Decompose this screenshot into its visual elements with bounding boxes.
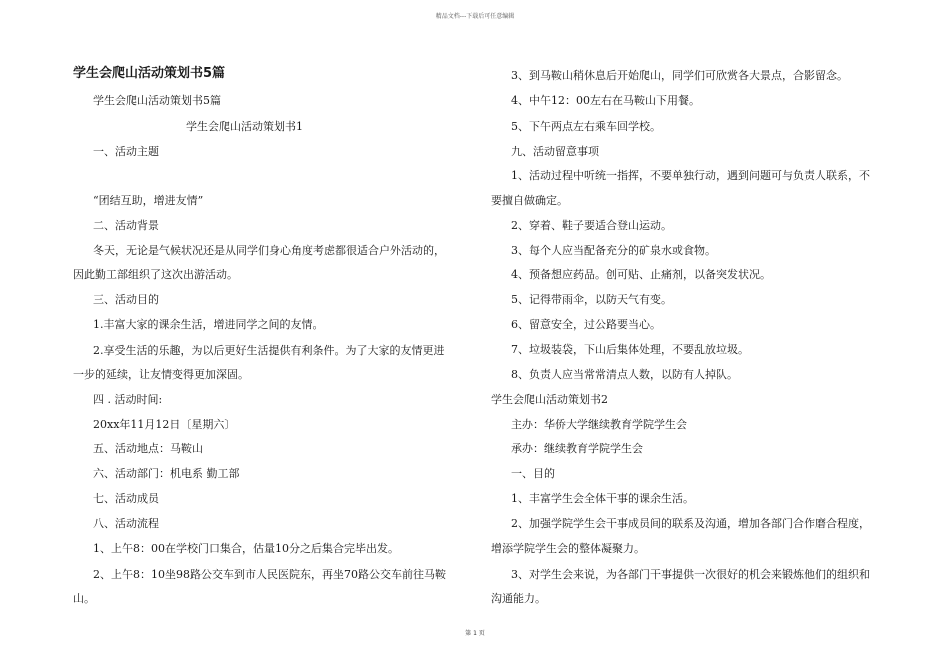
list-item: 2、上午8：10坐98路公交车到市人民医院东，再坐70路公交车前往马鞍 (93, 568, 446, 581)
list-item: 5、记得带雨伞，以防天气有变。 (511, 293, 672, 306)
theme-text: “团结互助，增进友情” (93, 194, 204, 207)
document-title: 学生会爬山活动策划书5篇 (73, 66, 226, 81)
list-item: 3、每个人应当配备充分的矿泉水或食物。 (511, 244, 716, 257)
section-heading: 九、活动留意事项 (511, 145, 599, 158)
section-heading: 一、目的 (511, 467, 555, 480)
list-item: 6、留意安全，过公路要当心。 (511, 318, 661, 331)
list-item: 7、垃圾装袋，下山后集体处理，不要乱放垃圾。 (511, 343, 749, 356)
list-item: 1、丰富学生会全体干事的课余生活。 (511, 492, 694, 505)
list-item: 4、预备想应药品。创可贴、止痛剂，以备突发状况。 (511, 268, 771, 281)
subtitle: 学生会爬山活动策划书5篇 (93, 94, 221, 107)
section-heading: 四 . 活动时间: (93, 393, 163, 406)
section-heading: 八、活动流程 (93, 517, 159, 530)
doc2-title: 学生会爬山活动策划书2 (491, 393, 608, 406)
list-item: 3、到马鞍山稍休息后开始爬山，同学们可欣赏各大景点，合影留念。 (511, 69, 848, 82)
list-item: 1.丰富大家的课余生活，增进同学之间的友情。 (93, 318, 324, 331)
host-line: 主办：华侨大学继续教育学院学生会 (511, 418, 687, 431)
page-footer: 第 1 页 (465, 630, 485, 637)
section-heading: 七、活动成员 (93, 492, 159, 505)
list-item: 2.享受生活的乐趣，为以后更好生活提供有利条件。为了大家的友情更进 (93, 344, 445, 357)
list-item: 8、负责人应当常常清点人数，以防有人掉队。 (511, 368, 738, 381)
doc1-title: 学生会爬山活动策划书1 (186, 120, 303, 133)
list-item-continuation: 一步的延续，让友情变得更加深固。 (73, 368, 249, 381)
list-item-continuation: 山。 (73, 592, 95, 605)
list-item: 4、中午12：00左右在马鞍山下用餐。 (511, 94, 700, 107)
event-date: 20xx年11月12日〔星期六〕 (93, 418, 236, 431)
section-heading: 六、活动部门：机电系 勤工部 (93, 467, 240, 480)
list-item: 5、下午两点左右乘车回学校。 (511, 120, 661, 133)
organizer-line: 承办：继续教育学院学生会 (511, 442, 643, 455)
section-heading: 二、活动背景 (93, 219, 159, 232)
paragraph-line: 冬天，无论是气候状况还是从同学们身心角度考虑都很适合户外活动的， (93, 244, 445, 257)
list-item-continuation: 增添学院学生会的整体凝聚力。 (491, 542, 645, 555)
list-item: 2、穿着、鞋子要适合登山运动。 (511, 219, 672, 232)
list-item: 2、加强学院学生会干事成员间的联系及沟通，增加各部门合作磨合程度， (511, 517, 870, 530)
list-item-continuation: 要擅自做确定。 (491, 194, 568, 207)
list-item-continuation: 沟通能力。 (491, 592, 546, 605)
page-header: 精品文档---下载后可任意编辑 (435, 13, 515, 20)
list-item: 1、活动过程中听统一指挥，不要单独行动，遇到问题可与负责人联系，不 (511, 169, 870, 182)
section-heading: 五、活动地点：马鞍山 (93, 442, 203, 455)
list-item: 1、上午8：00在学校门口集合，估量10分之后集合完毕出发。 (93, 542, 399, 555)
paragraph-line: 因此勤工部组织了这次出游活动。 (73, 268, 238, 281)
list-item: 3、对学生会来说，为各部门干事提供一次很好的机会来锻炼他们的组织和 (511, 568, 870, 581)
section-heading: 三、活动目的 (93, 293, 159, 306)
section-heading: 一、活动主题 (93, 145, 159, 158)
